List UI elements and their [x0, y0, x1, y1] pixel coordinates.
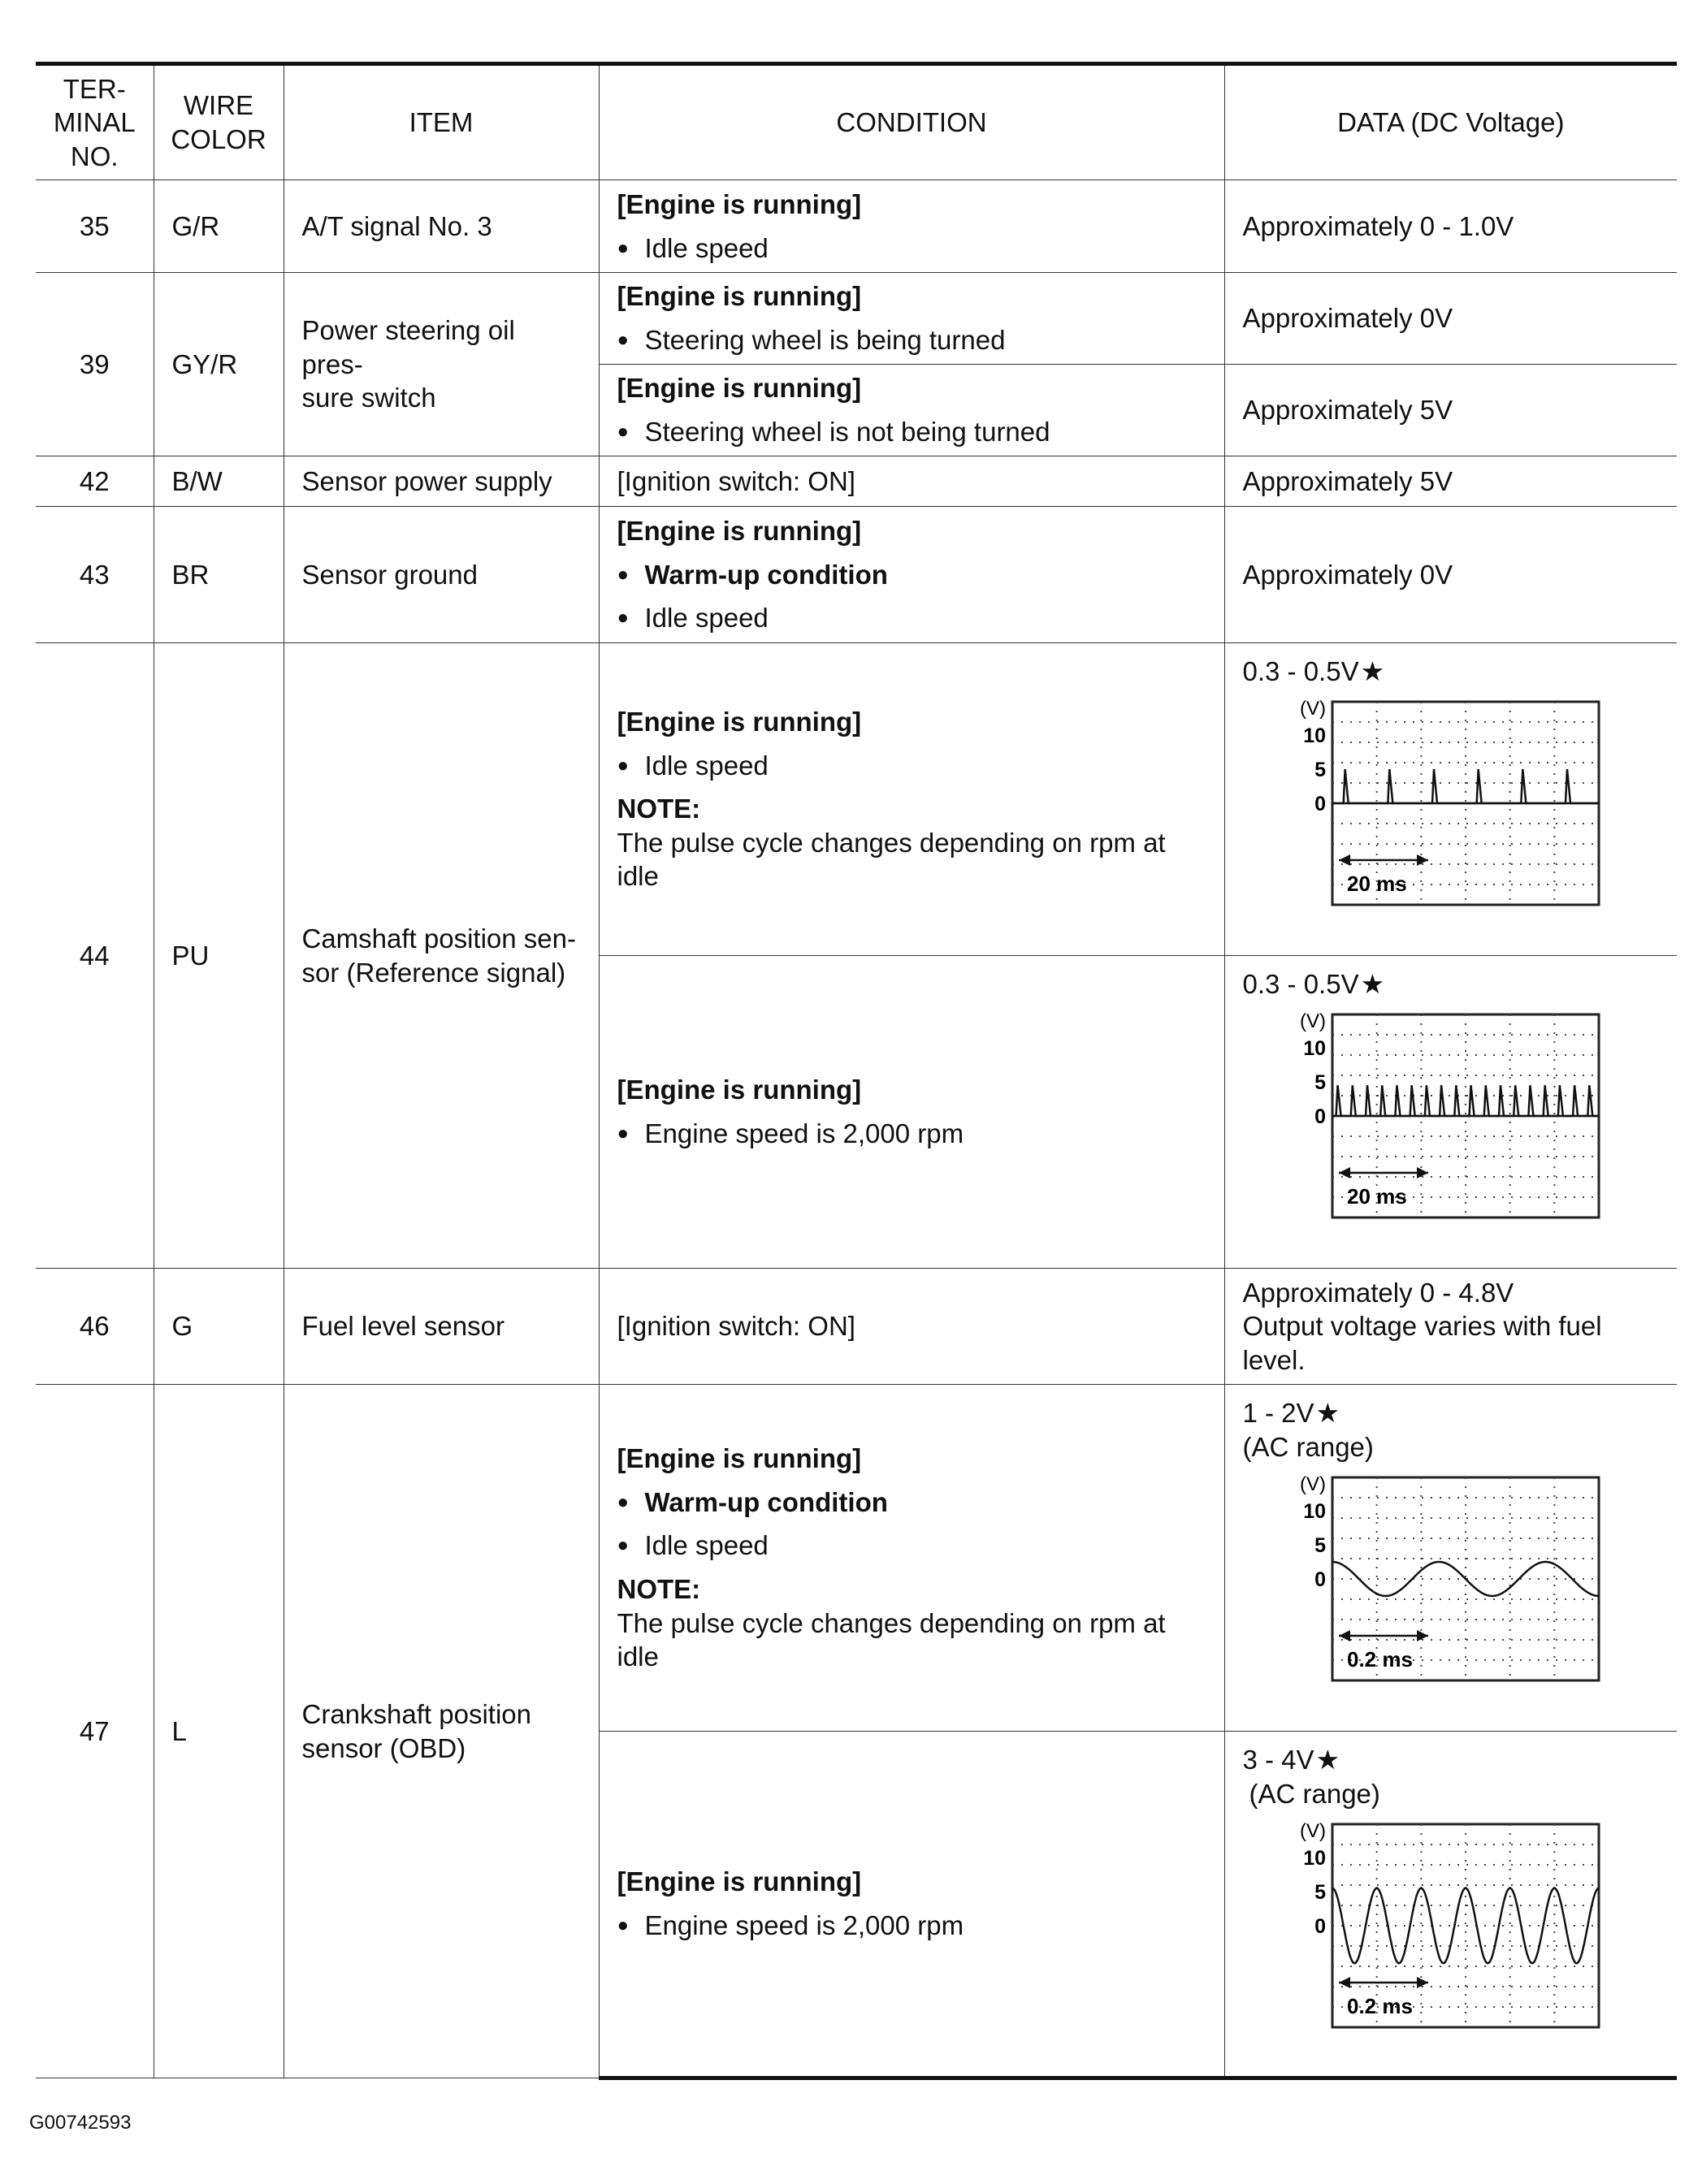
condition-title: [Engine is running] [617, 707, 862, 737]
condition-bullet: ● Engine speed is 2,000 rpm [617, 1909, 1206, 1943]
terminal-no: 46 [36, 1269, 154, 1385]
data-value: Approximately 0V [1224, 507, 1677, 643]
condition-title: [Ignition switch: ON] [599, 456, 1224, 507]
condition-bullet: ● Steering wheel is being turned [617, 323, 1206, 357]
y-tick-label: 0 [1314, 1915, 1326, 1938]
signal-trace [1332, 1085, 1599, 1116]
header-wire-color: WIRE COLOR [154, 64, 284, 180]
y-axis-unit: (V) [1299, 698, 1326, 720]
waveform-voltage: 0.3 - 0.5V [1242, 656, 1359, 686]
y-tick-label: 0 [1314, 1568, 1326, 1591]
wire-color: L [154, 1385, 284, 2078]
data-value: Approximately 0 - 4.8V Output voltage varies with fuel level. [1224, 1269, 1677, 1385]
item: Sensor power supply [284, 456, 599, 507]
waveform-label [1243, 967, 1385, 1001]
note-label: NOTE: [617, 794, 701, 824]
waveform-voltage: 0.3 - 0.5V [1242, 969, 1359, 999]
terminal-no: 43 [36, 507, 154, 643]
wire-color: G [154, 1269, 284, 1385]
waveform-label [1243, 1743, 1340, 1777]
condition-title: [Engine is running] [617, 188, 862, 219]
note-text: The pulse cycle changes depending on rpm at idle [617, 827, 1166, 892]
y-tick-label: 5 [1314, 1534, 1326, 1557]
time-scale-label: 0.2 ms [1346, 1647, 1413, 1672]
data-value: Approximately 0V [1224, 273, 1677, 365]
condition [599, 1732, 1224, 2078]
waveform-chart [1243, 1006, 1665, 1250]
star-icon: ★ [1360, 969, 1385, 999]
y-tick-label: 5 [1314, 759, 1326, 781]
star-icon: ★ [1360, 656, 1385, 686]
waveform-chart [1243, 694, 1665, 937]
waveform-label [1243, 655, 1385, 689]
condition-bullet: ● Engine speed is 2,000 rpm [617, 1117, 1206, 1151]
wire-color: BR [154, 507, 284, 643]
y-tick-label: 10 [1302, 1847, 1326, 1870]
item: Camshaft position sen- sor (Reference signal) [284, 643, 599, 1269]
figure-code: G00742593 [29, 2112, 132, 2134]
data-value: Approximately 5V [1224, 456, 1677, 507]
table-row [36, 643, 1677, 956]
condition [599, 643, 1224, 956]
condition-bullet: ● Steering wheel is not being turned [617, 415, 1206, 449]
y-tick-label: 10 [1302, 1500, 1326, 1523]
wire-color: G/R [154, 180, 284, 273]
waveform-cell [1224, 1385, 1677, 1732]
star-icon: ★ [1315, 1398, 1340, 1428]
arrow-left-icon [1339, 1630, 1350, 1641]
header-terminal: TER- MINAL NO. [36, 64, 154, 180]
note-label: NOTE: [617, 1574, 701, 1604]
waveform-sublabel: (AC range) [1242, 1432, 1374, 1462]
condition-title: [Engine is running] [617, 1866, 862, 1897]
table-header-row [36, 64, 1677, 180]
item: Fuel level sensor [284, 1269, 599, 1385]
condition [599, 507, 1224, 643]
condition-bullet: ● Warm-up condition [617, 1486, 1206, 1520]
condition [599, 365, 1224, 456]
table-row [36, 273, 1677, 365]
time-scale-label: 0.2 ms [1346, 1994, 1413, 2018]
waveform-sublabel: (AC range) [1249, 1779, 1380, 1809]
terminal-no: 42 [36, 456, 154, 507]
item: Sensor ground [284, 507, 599, 643]
condition-title: [Ignition switch: ON] [599, 1269, 1224, 1385]
header-condition: CONDITION [599, 64, 1224, 180]
waveform-cell [1224, 1732, 1677, 2078]
data-value: Approximately 0 - 1.0V [1224, 180, 1677, 273]
condition-bullet: ● Idle speed [617, 1529, 1206, 1563]
y-axis-unit: (V) [1299, 1820, 1326, 1842]
condition-title: [Engine is running] [617, 1443, 862, 1474]
table-row [36, 1385, 1677, 1732]
table-row [36, 456, 1677, 507]
condition [599, 180, 1224, 273]
terminal-no: 47 [36, 1385, 154, 2078]
waveform-chart [1243, 1816, 1665, 2060]
waveform-label [1243, 1396, 1340, 1430]
arrow-left-icon [1339, 854, 1350, 866]
time-scale-label: 20 ms [1346, 871, 1407, 896]
signal-trace [1332, 1888, 1599, 1963]
condition-title: [Engine is running] [617, 373, 862, 404]
y-tick-label: 5 [1314, 1881, 1326, 1904]
table-row [36, 180, 1677, 273]
condition-bullet: ● Idle speed [617, 749, 1206, 783]
item: Crankshaft position sensor (OBD) [284, 1385, 599, 2078]
data-value: Approximately 5V [1224, 365, 1677, 456]
condition-bullet: ● Warm-up condition [617, 558, 1206, 592]
table-row [36, 1269, 1677, 1385]
condition-title: [Engine is running] [617, 281, 862, 312]
wire-color: PU [154, 643, 284, 1269]
waveform-cell [1224, 956, 1677, 1269]
waveform-chart [1243, 1469, 1665, 1713]
condition [599, 1385, 1224, 1732]
item: A/T signal No. 3 [284, 180, 599, 273]
y-tick-label: 5 [1314, 1071, 1326, 1094]
item: Power steering oil pres- sure switch [284, 273, 599, 456]
condition-bullet: ● Idle speed [617, 601, 1206, 635]
y-tick-label: 10 [1302, 724, 1326, 747]
condition [599, 956, 1224, 1269]
arrow-left-icon [1339, 1977, 1350, 1988]
terminal-no: 35 [36, 180, 154, 273]
time-scale-label: 20 ms [1346, 1184, 1407, 1209]
terminal-no: 44 [36, 643, 154, 1269]
y-axis-unit: (V) [1299, 1473, 1326, 1495]
waveform-cell [1224, 643, 1677, 956]
waveform-voltage: 1 - 2V [1242, 1398, 1314, 1428]
wire-color: B/W [154, 456, 284, 507]
star-icon: ★ [1315, 1745, 1340, 1775]
arrow-left-icon [1339, 1167, 1350, 1178]
condition-title: [Engine is running] [617, 516, 862, 547]
y-axis-unit: (V) [1299, 1010, 1326, 1032]
condition-title: [Engine is running] [617, 1075, 862, 1105]
header-item: ITEM [284, 64, 599, 180]
table-row [36, 507, 1677, 643]
note-text: The pulse cycle changes depending on rpm at idle [617, 1607, 1166, 1672]
wire-color: GY/R [154, 273, 284, 456]
y-tick-label: 10 [1302, 1037, 1326, 1060]
ecm-terminal-table [36, 62, 1677, 2080]
waveform-voltage: 3 - 4V [1242, 1745, 1314, 1775]
y-tick-label: 0 [1314, 793, 1326, 815]
terminal-no: 39 [36, 273, 154, 456]
y-tick-label: 0 [1314, 1105, 1326, 1128]
condition [599, 273, 1224, 365]
condition-bullet: ● Idle speed [617, 231, 1206, 266]
header-data: DATA (DC Voltage) [1224, 64, 1677, 180]
